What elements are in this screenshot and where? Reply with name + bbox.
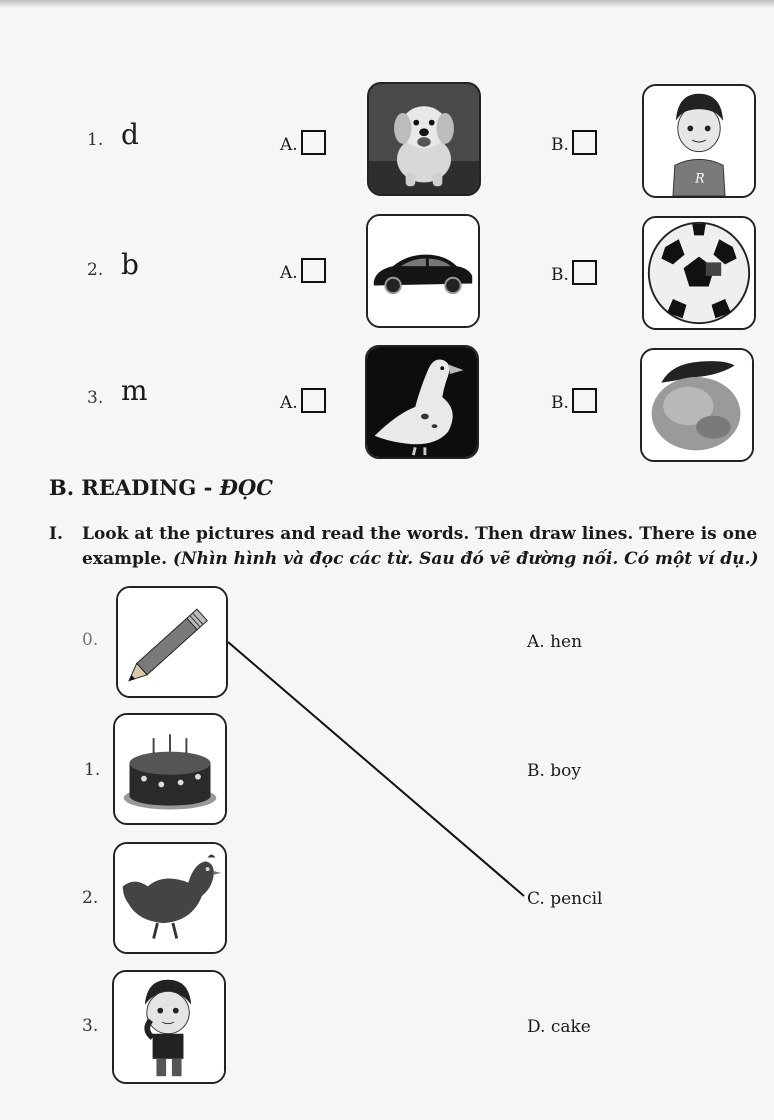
row-1-option-a-label: A. <box>280 130 326 155</box>
row-2-letter: b <box>121 248 139 281</box>
exercise-1-text-en-2: example. <box>82 549 168 569</box>
word-b-boy: B. boy <box>527 761 582 781</box>
row-3-letter: m <box>121 374 148 407</box>
row-3-option-b-label: B. <box>551 388 597 413</box>
section-b-heading-vi: ĐỌC <box>219 475 274 500</box>
row-3-option-a-label: A. <box>280 388 326 413</box>
row-3-number: 3. <box>87 388 104 408</box>
exercise-1-text-en: Look at the pictures and read the words. Then draw lines. There is one <box>82 524 758 544</box>
match-number-2: 2. <box>82 888 99 908</box>
word-a-hen: A. hen <box>527 632 583 652</box>
exercise-1-number: I. <box>49 524 63 544</box>
match-number-1: 1. <box>84 760 101 780</box>
match-number-0: 0. <box>82 630 99 650</box>
row-1-option-b-label: B. <box>551 130 597 155</box>
word-c-pencil: C. pencil <box>527 889 603 909</box>
match-number-3: 3. <box>82 1016 99 1036</box>
row-2-option-a-label: A. <box>280 258 326 283</box>
row-2-number: 2. <box>87 260 104 280</box>
row-2-option-b-label: B. <box>551 260 597 285</box>
word-d-cake: D. cake <box>527 1017 591 1037</box>
section-b-heading: B. READING - ĐỌC <box>49 475 274 500</box>
row-1-letter: d <box>121 118 139 151</box>
exercise-1-text-vi: (Nhìn hình và đọc các từ. Sau đó vẽ đường nối. Có một ví dụ.) <box>172 549 759 569</box>
svg-text:R: R <box>695 170 705 186</box>
row-1-number: 1. <box>87 130 104 150</box>
